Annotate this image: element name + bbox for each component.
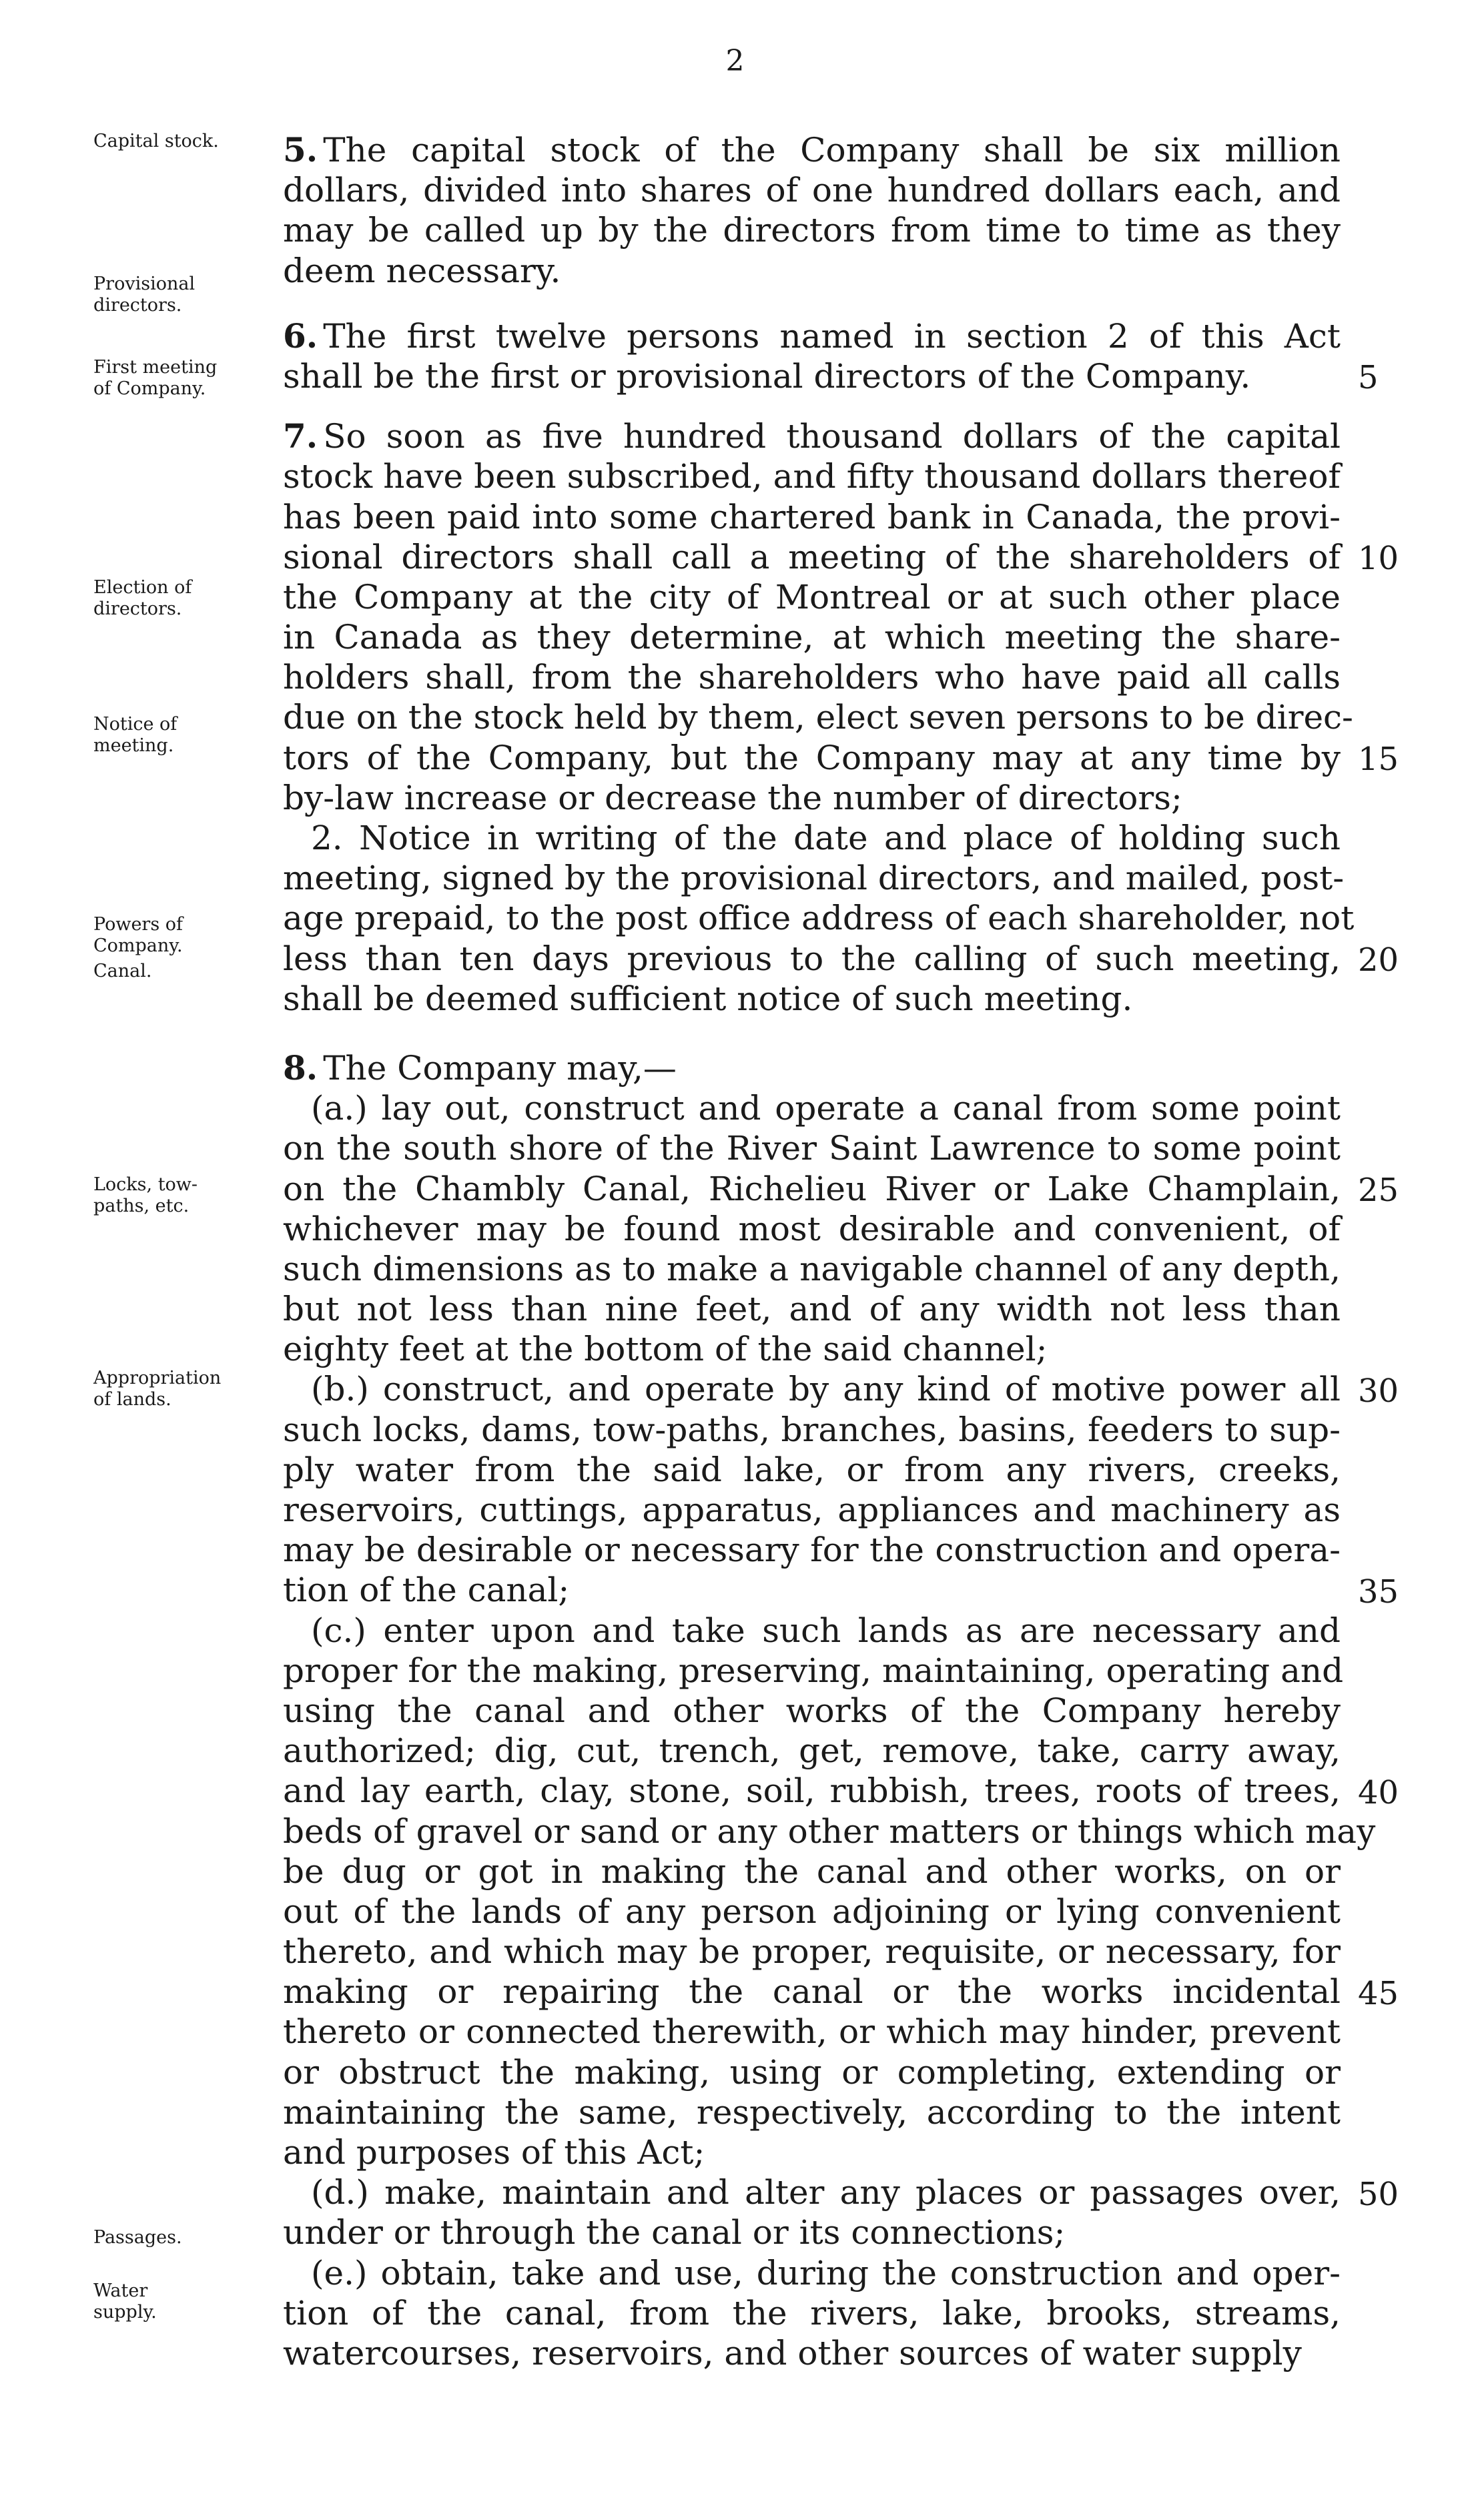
text-line — [283, 1329, 1341, 1369]
text-line — [283, 617, 1341, 657]
margin-note: Provisional directors. — [93, 274, 196, 316]
margin-note: Capital stock. — [93, 131, 219, 151]
line-text: thereto or connected therewith, or which may hinder, prevent — [283, 2012, 1341, 2052]
text-line — [283, 1450, 1341, 1490]
line-text: (c.) enter upon and take such lands as are necessary and — [311, 1611, 1341, 1650]
line-text: deem necessary. — [283, 251, 561, 290]
page-number: 2 — [725, 44, 745, 78]
text-line — [283, 210, 1341, 250]
line-number: 45 — [1358, 1974, 1399, 2012]
text-line — [283, 858, 1345, 898]
margin-note: Notice of meeting. — [93, 714, 177, 756]
section-number: 8. — [283, 1047, 318, 1088]
margin-note: Passages. — [93, 2227, 182, 2248]
line-number: 30 — [1358, 1372, 1399, 1410]
line-text: maintaining the same, respectively, according to the intent — [283, 2092, 1341, 2132]
section-number: 6. — [283, 316, 318, 356]
section-number: 7. — [283, 416, 318, 456]
line-text: stock have been subscribed, and fifty thousand dollars thereof — [283, 457, 1341, 496]
line-number: 40 — [1358, 1773, 1399, 1811]
text-line — [283, 1490, 1341, 1530]
text-line — [283, 1611, 1341, 1651]
text-line — [283, 497, 1341, 537]
line-text: due on the stock held by them, elect seven persons to be direc- — [283, 698, 1353, 737]
line-text: or obstruct the making, using or completing, extending or — [283, 2052, 1341, 2092]
text-line — [283, 1169, 1341, 1209]
text-line — [283, 1128, 1341, 1168]
text-line — [283, 130, 1341, 170]
body-text — [283, 130, 1376, 2373]
line-text: thereto, and which may be proper, requisite, or necessary, for — [283, 1932, 1341, 1972]
text-line — [283, 2172, 1341, 2212]
line-text: reservoirs, cuttings, apparatus, appliances and machinery as — [283, 1491, 1341, 1529]
line-text: So soon as five hundred thousand dollars of the capital — [323, 417, 1341, 456]
text-line — [283, 416, 1341, 456]
margin-note: Election of directors. — [93, 577, 192, 619]
line-text: authorized; dig, cut, trench, get, remove, take, carry away, — [283, 1731, 1341, 1771]
line-text: may be called up by the directors from time to time as they — [283, 211, 1341, 250]
line-text: tors of the Company, but the Company may at any time by — [283, 738, 1341, 777]
line-text: by-law increase or decrease the number of directors; — [283, 778, 1182, 817]
line-text: 2. Notice in writing of the date and place of holding such — [311, 819, 1341, 857]
text-line — [283, 1289, 1341, 1329]
line-text: be dug or got in making the canal and other works, on or — [283, 1851, 1341, 1891]
text-line — [283, 170, 1341, 210]
text-line — [283, 2333, 1341, 2373]
line-text: The Company may,— — [323, 1048, 677, 1088]
line-text: shall be deemed sufficient notice of such meeting. — [283, 979, 1133, 1018]
text-line — [283, 1570, 1341, 1610]
text-line — [283, 697, 1353, 737]
line-text: ply water from the said lake, or from any rivers, creeks, — [283, 1450, 1341, 1489]
text-line — [283, 2012, 1341, 2052]
line-text: meeting, signed by the provisional directors, and mailed, post- — [283, 859, 1345, 898]
line-text: less than ten days previous to the calling of such meeting, — [283, 939, 1341, 978]
text-line — [283, 979, 1341, 1019]
text-line — [283, 1731, 1341, 1771]
line-text: The capital stock of the Company shall be six million — [323, 131, 1341, 169]
line-text: dollars, divided into shares of one hundred dollars each, and — [283, 171, 1341, 210]
line-text: in Canada as they determine, at which meeting the share- — [283, 618, 1341, 657]
text-line — [283, 2253, 1341, 2293]
text-line — [283, 1249, 1341, 1289]
margin-note: Powers of Company. — [93, 914, 183, 956]
text-line — [283, 1892, 1341, 1932]
line-text: making or repairing the canal or the works incidental — [283, 1972, 1341, 2012]
line-text: on the south shore of the River Saint Lawrence to some point — [283, 1129, 1341, 1168]
text-line — [283, 1651, 1344, 1691]
line-text: holders shall, from the shareholders who have paid all calls — [283, 658, 1341, 697]
line-text: sional directors shall call a meeting of the shareholders of — [283, 537, 1341, 576]
line-number: 10 — [1358, 539, 1399, 577]
line-text: under or through the canal or its connections; — [283, 2213, 1066, 2252]
margin-note: Canal. — [93, 961, 152, 981]
line-text: the Company at the city of Montreal or at such other place — [283, 577, 1341, 616]
text-line — [283, 251, 1341, 291]
text-line — [283, 1410, 1341, 1450]
line-text: (e.) obtain, take and use, during the construction and oper- — [311, 2253, 1341, 2292]
text-line — [283, 1771, 1341, 1811]
line-text: tion of the canal, from the rivers, lake, brooks, streams, — [283, 2293, 1341, 2333]
line-text: and purposes of this Act; — [283, 2133, 705, 2172]
text-line — [283, 1972, 1341, 2012]
text-line — [283, 2092, 1341, 2132]
text-line — [283, 1530, 1341, 1570]
line-text: The first twelve persons named in section 2 of this Act — [323, 316, 1341, 356]
text-line — [283, 1811, 1376, 1851]
text-line — [283, 2052, 1341, 2092]
text-line — [283, 1048, 1341, 1088]
text-line — [283, 356, 1341, 396]
line-text: but not less than nine feet, and of any width not less than — [283, 1290, 1341, 1329]
text-line — [283, 577, 1341, 617]
line-text: such dimensions as to make a navigable channel of any depth, — [283, 1249, 1341, 1288]
text-line — [283, 2132, 1341, 2172]
text-line — [283, 2212, 1341, 2252]
text-line — [283, 738, 1341, 778]
line-text: and lay earth, clay, stone, soil, rubbish, trees, roots of trees, — [283, 1771, 1341, 1811]
margin-note: Appropriation of lands. — [93, 1368, 222, 1410]
line-number: 5 — [1358, 359, 1379, 396]
margin-note: Locks, tow- paths, etc. — [93, 1174, 198, 1216]
line-text: such locks, dams, tow-paths, branches, basins, feeders to sup- — [283, 1410, 1341, 1449]
line-text: age prepaid, to the post office address of each shareholder, not — [283, 899, 1355, 938]
line-text: using the canal and other works of the Company hereby — [283, 1691, 1341, 1730]
text-line — [283, 939, 1341, 979]
text-line — [283, 2293, 1341, 2333]
line-number: 15 — [1358, 740, 1399, 778]
line-text: tion of the canal; — [283, 1571, 570, 1610]
line-number: 20 — [1358, 941, 1399, 979]
text-line — [283, 1932, 1341, 1972]
line-number: 25 — [1358, 1171, 1399, 1209]
line-text: may be desirable or necessary for the construction and opera- — [283, 1531, 1341, 1570]
text-line — [283, 1851, 1341, 1892]
line-text: (b.) construct, and operate by any kind of motive power all — [311, 1370, 1341, 1409]
text-line — [283, 657, 1341, 697]
line-text: eighty feet at the bottom of the said channel; — [283, 1330, 1048, 1369]
margin-note: First meeting of Company. — [93, 357, 218, 399]
line-number: 50 — [1358, 2175, 1399, 2213]
text-line — [283, 898, 1355, 938]
line-number: 35 — [1358, 1573, 1399, 1611]
line-text: shall be the first or provisional directors of the Company. — [283, 356, 1251, 396]
text-line — [283, 1369, 1341, 1409]
line-text: on the Chambly Canal, Richelieu River or Lake Champlain, — [283, 1169, 1341, 1208]
text-line — [283, 537, 1341, 577]
section-number: 5. — [283, 130, 318, 169]
text-line — [283, 818, 1341, 858]
line-text: has been paid into some chartered bank in Canada, the provi- — [283, 497, 1341, 536]
text-line — [283, 1691, 1341, 1731]
line-text: watercourses, reservoirs, and other sources of water supply — [283, 2333, 1302, 2373]
text-line — [283, 316, 1341, 356]
line-text: beds of gravel or sand or any other matters or things which may — [283, 1811, 1376, 1851]
line-text: (d.) make, maintain and alter any places or passages over, — [311, 2173, 1341, 2212]
text-line — [283, 778, 1341, 818]
text-line — [283, 1088, 1341, 1128]
text-line — [283, 456, 1341, 496]
line-text: out of the lands of any person adjoining or lying convenient — [283, 1892, 1341, 1931]
margin-note: Water supply. — [93, 2280, 157, 2323]
line-text: proper for the making, preserving, maintaining, operating and — [283, 1651, 1344, 1690]
text-line — [283, 1209, 1341, 1249]
line-text: (a.) lay out, construct and operate a canal from some point — [311, 1089, 1341, 1128]
line-text: whichever may be found most desirable and convenient, of — [283, 1209, 1341, 1248]
